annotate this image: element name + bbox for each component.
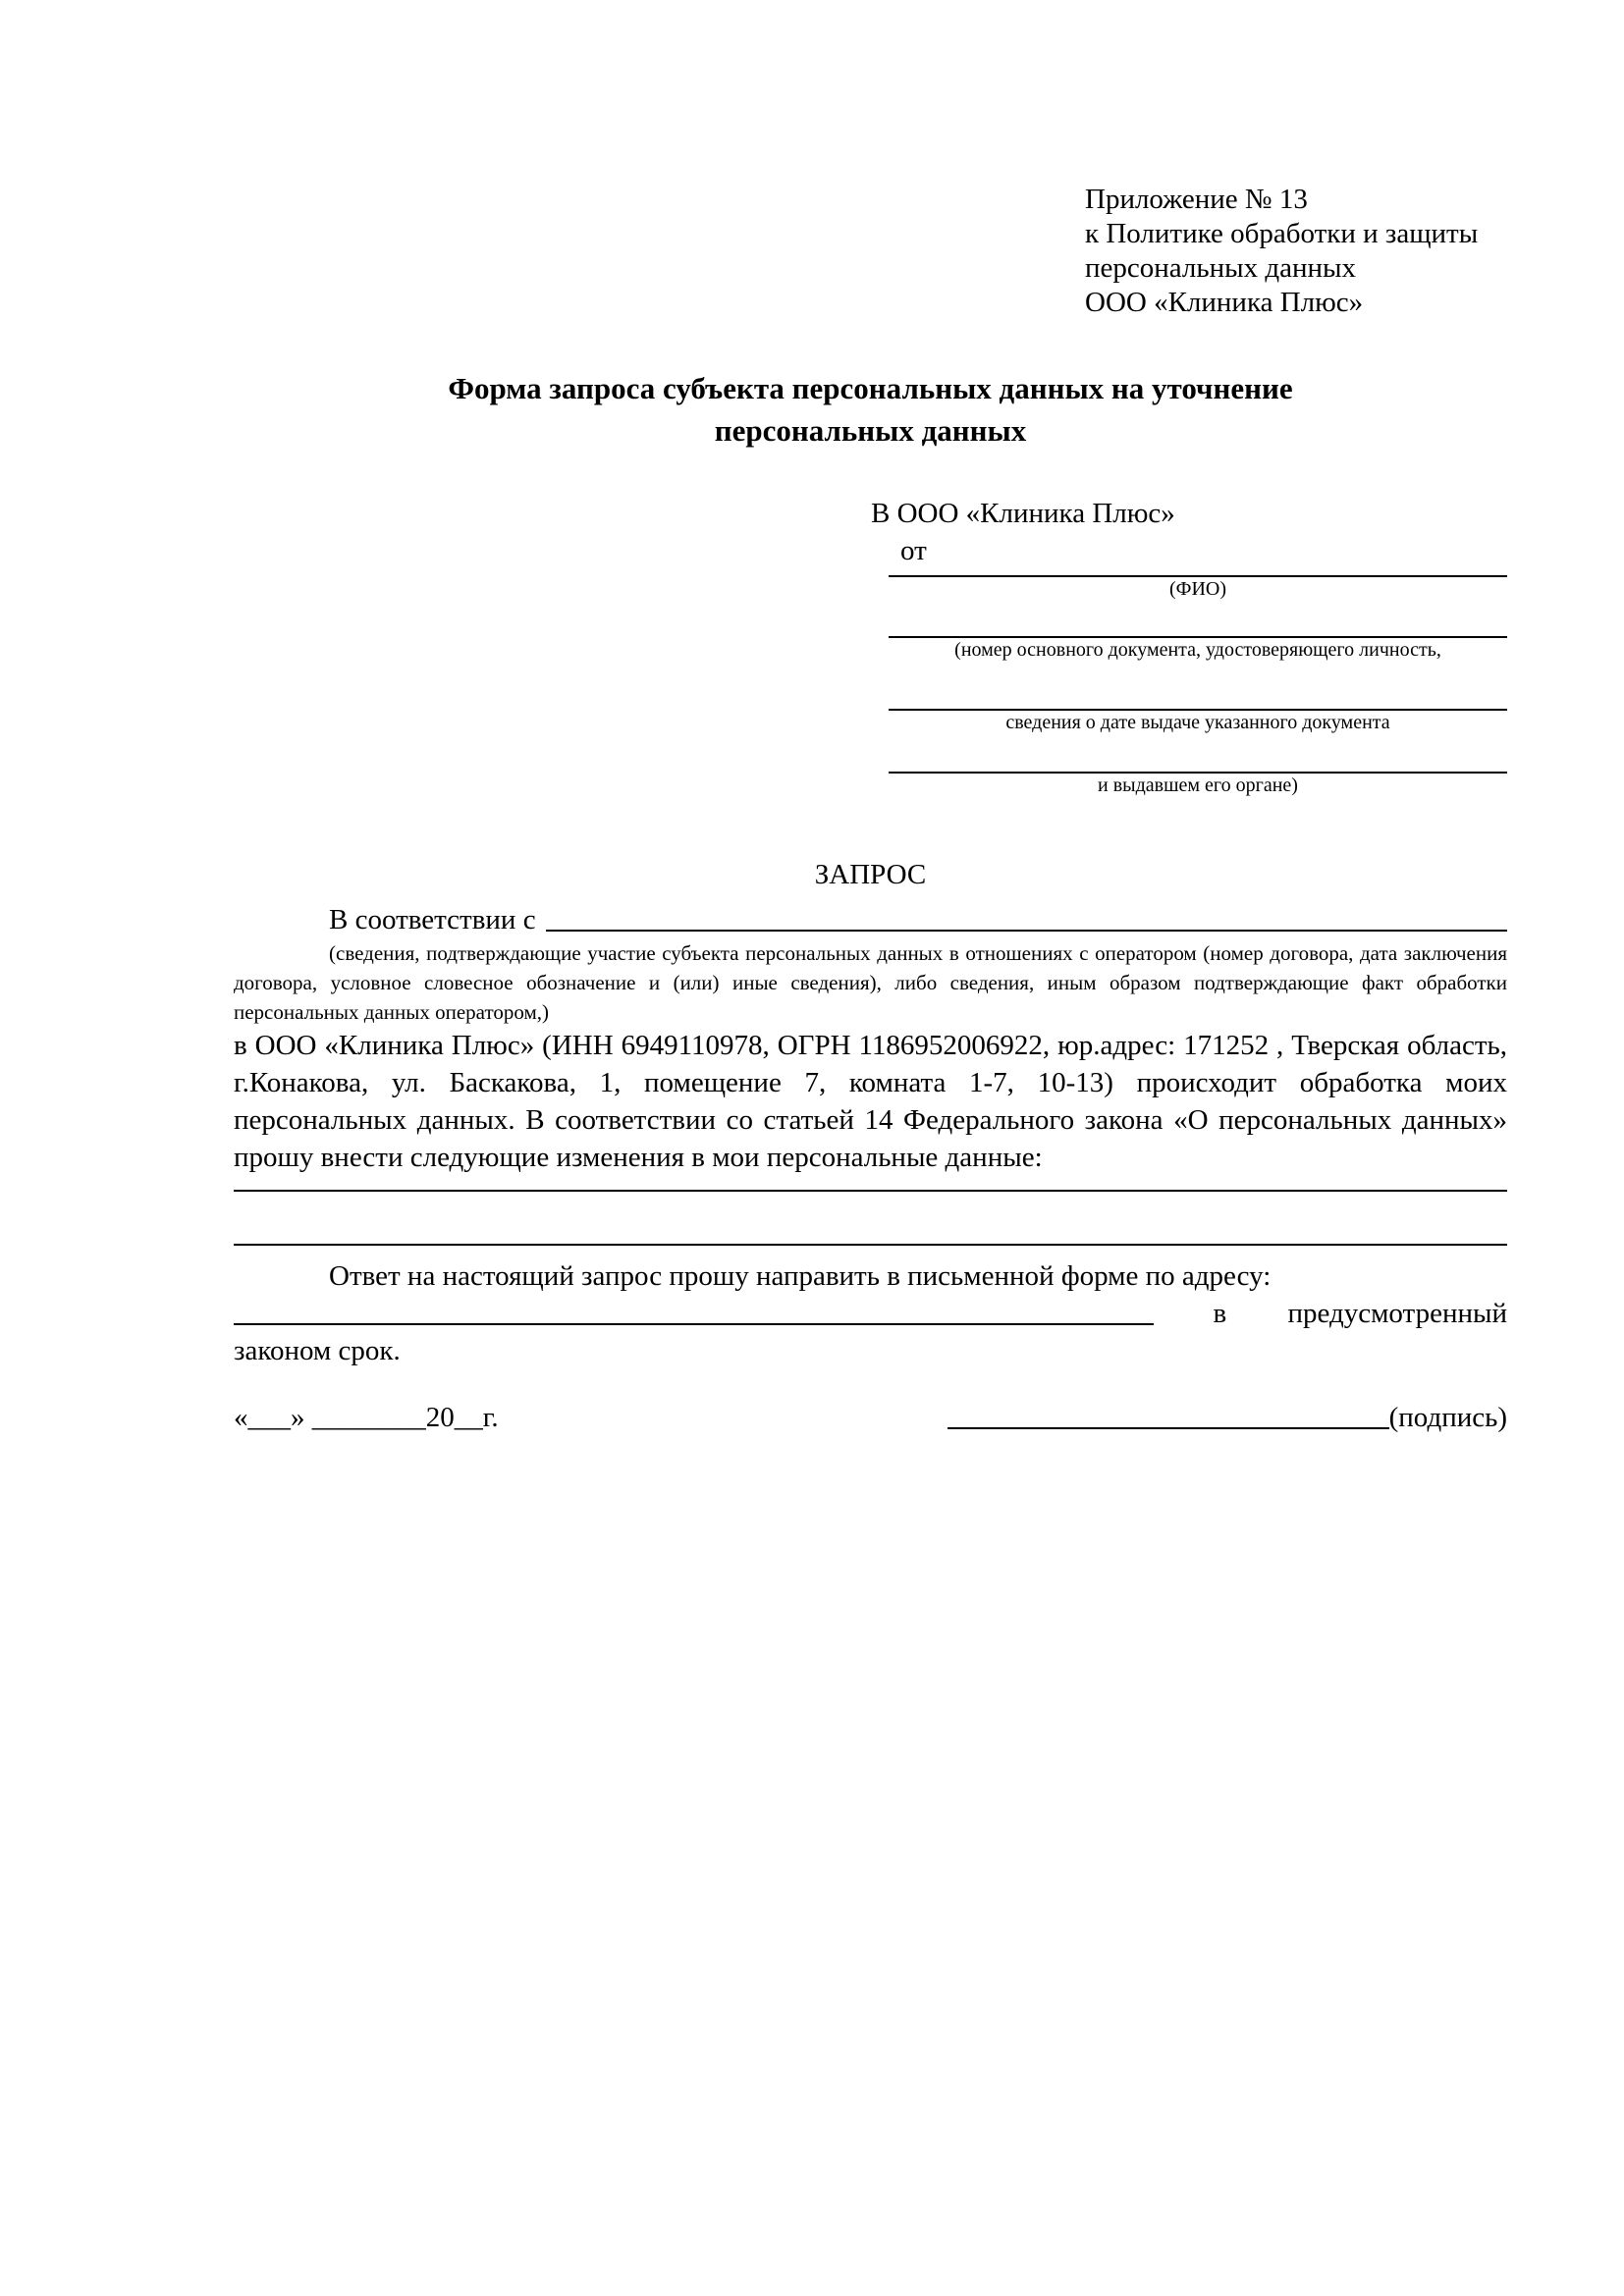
date-signature-row bbox=[234, 1399, 1507, 1436]
page-title-line-1: Форма запроса субъекта персональных данных на уточнение bbox=[448, 371, 1293, 405]
changes-blank-line-1[interactable] bbox=[234, 1176, 1507, 1192]
basis-blank-line[interactable] bbox=[546, 901, 1507, 932]
reply-address-blank-line[interactable] bbox=[234, 1323, 1154, 1325]
signature-blank-line[interactable] bbox=[947, 1427, 1389, 1429]
addressee-block bbox=[871, 495, 1507, 797]
id-document-blank-line[interactable] bbox=[889, 601, 1507, 638]
signature-caption: (подпись) bbox=[1388, 1402, 1507, 1433]
issuing-authority-caption: и выдавшем его органе) bbox=[1098, 774, 1298, 796]
page-title bbox=[234, 367, 1507, 452]
request-heading: ЗАПРОС bbox=[814, 859, 927, 890]
basis-row bbox=[234, 901, 1507, 938]
page-title-line-2: персональных данных bbox=[714, 413, 1027, 448]
reply-intro-text: Ответ на настоящий запрос прошу направить в письменной форме по адресу: bbox=[329, 1260, 1272, 1292]
appendix-line-number: Приложение № 13 bbox=[1085, 184, 1308, 215]
fio-blank-line[interactable] bbox=[889, 569, 1507, 577]
request-body-text: в ООО «Клиника Плюс» (ИНН 6949110978, ОГРН 1186952006922, юр.адрес: 171252 , Тверская область, г.Конакова, ул. Баскакова, 1, помещение 7, комната 1-7, 10-13) происходит обработка моих персональных данных. В соответствии со статьей 14 Федерального закона «О персональных данных» прошу внести следующие изменения в мои персональные данные: bbox=[234, 1030, 1507, 1173]
appendix-line-policy: к Политике обработки и защиты bbox=[1085, 218, 1479, 249]
reply-end-text: законом срок. bbox=[234, 1335, 401, 1366]
issue-date-blank-line[interactable] bbox=[889, 662, 1507, 711]
appendix-reference bbox=[1085, 183, 1507, 320]
id-document-caption: (номер основного документа, удостоверяющего личность, bbox=[954, 639, 1441, 661]
issuing-authority-blank-line[interactable] bbox=[889, 734, 1507, 774]
appendix-line-personal-data: персональных данных bbox=[1085, 252, 1357, 284]
reply-tail-text: в предусмотренный bbox=[1213, 1298, 1507, 1329]
appendix-line-org: ООО «Клиника Плюс» bbox=[1085, 287, 1364, 318]
basis-footnote: (сведения, подтверждающие участие субъекта персональных данных в отношениях с оператором (номер договора, дата заключения договора, условное словесное обозначение и (или) иные сведения), либо сведения, иным образом подтверждающие факт обработки персональных данных оператором,) bbox=[234, 941, 1507, 1024]
basis-label: В соответствии с bbox=[329, 904, 536, 935]
addressee-from-label: от bbox=[900, 535, 927, 566]
issue-date-caption: сведения о дате выдаче указанного документа bbox=[1005, 712, 1390, 733]
addressee-to: В ООО «Клиника Плюс» bbox=[871, 498, 1175, 529]
reply-address-row bbox=[234, 1295, 1507, 1332]
date-blank-field[interactable]: «___» ________20__г. bbox=[234, 1402, 499, 1433]
fio-caption: (ФИО) bbox=[1168, 578, 1226, 600]
changes-blank-line-2[interactable] bbox=[234, 1192, 1507, 1246]
signature-group bbox=[947, 1399, 1507, 1436]
